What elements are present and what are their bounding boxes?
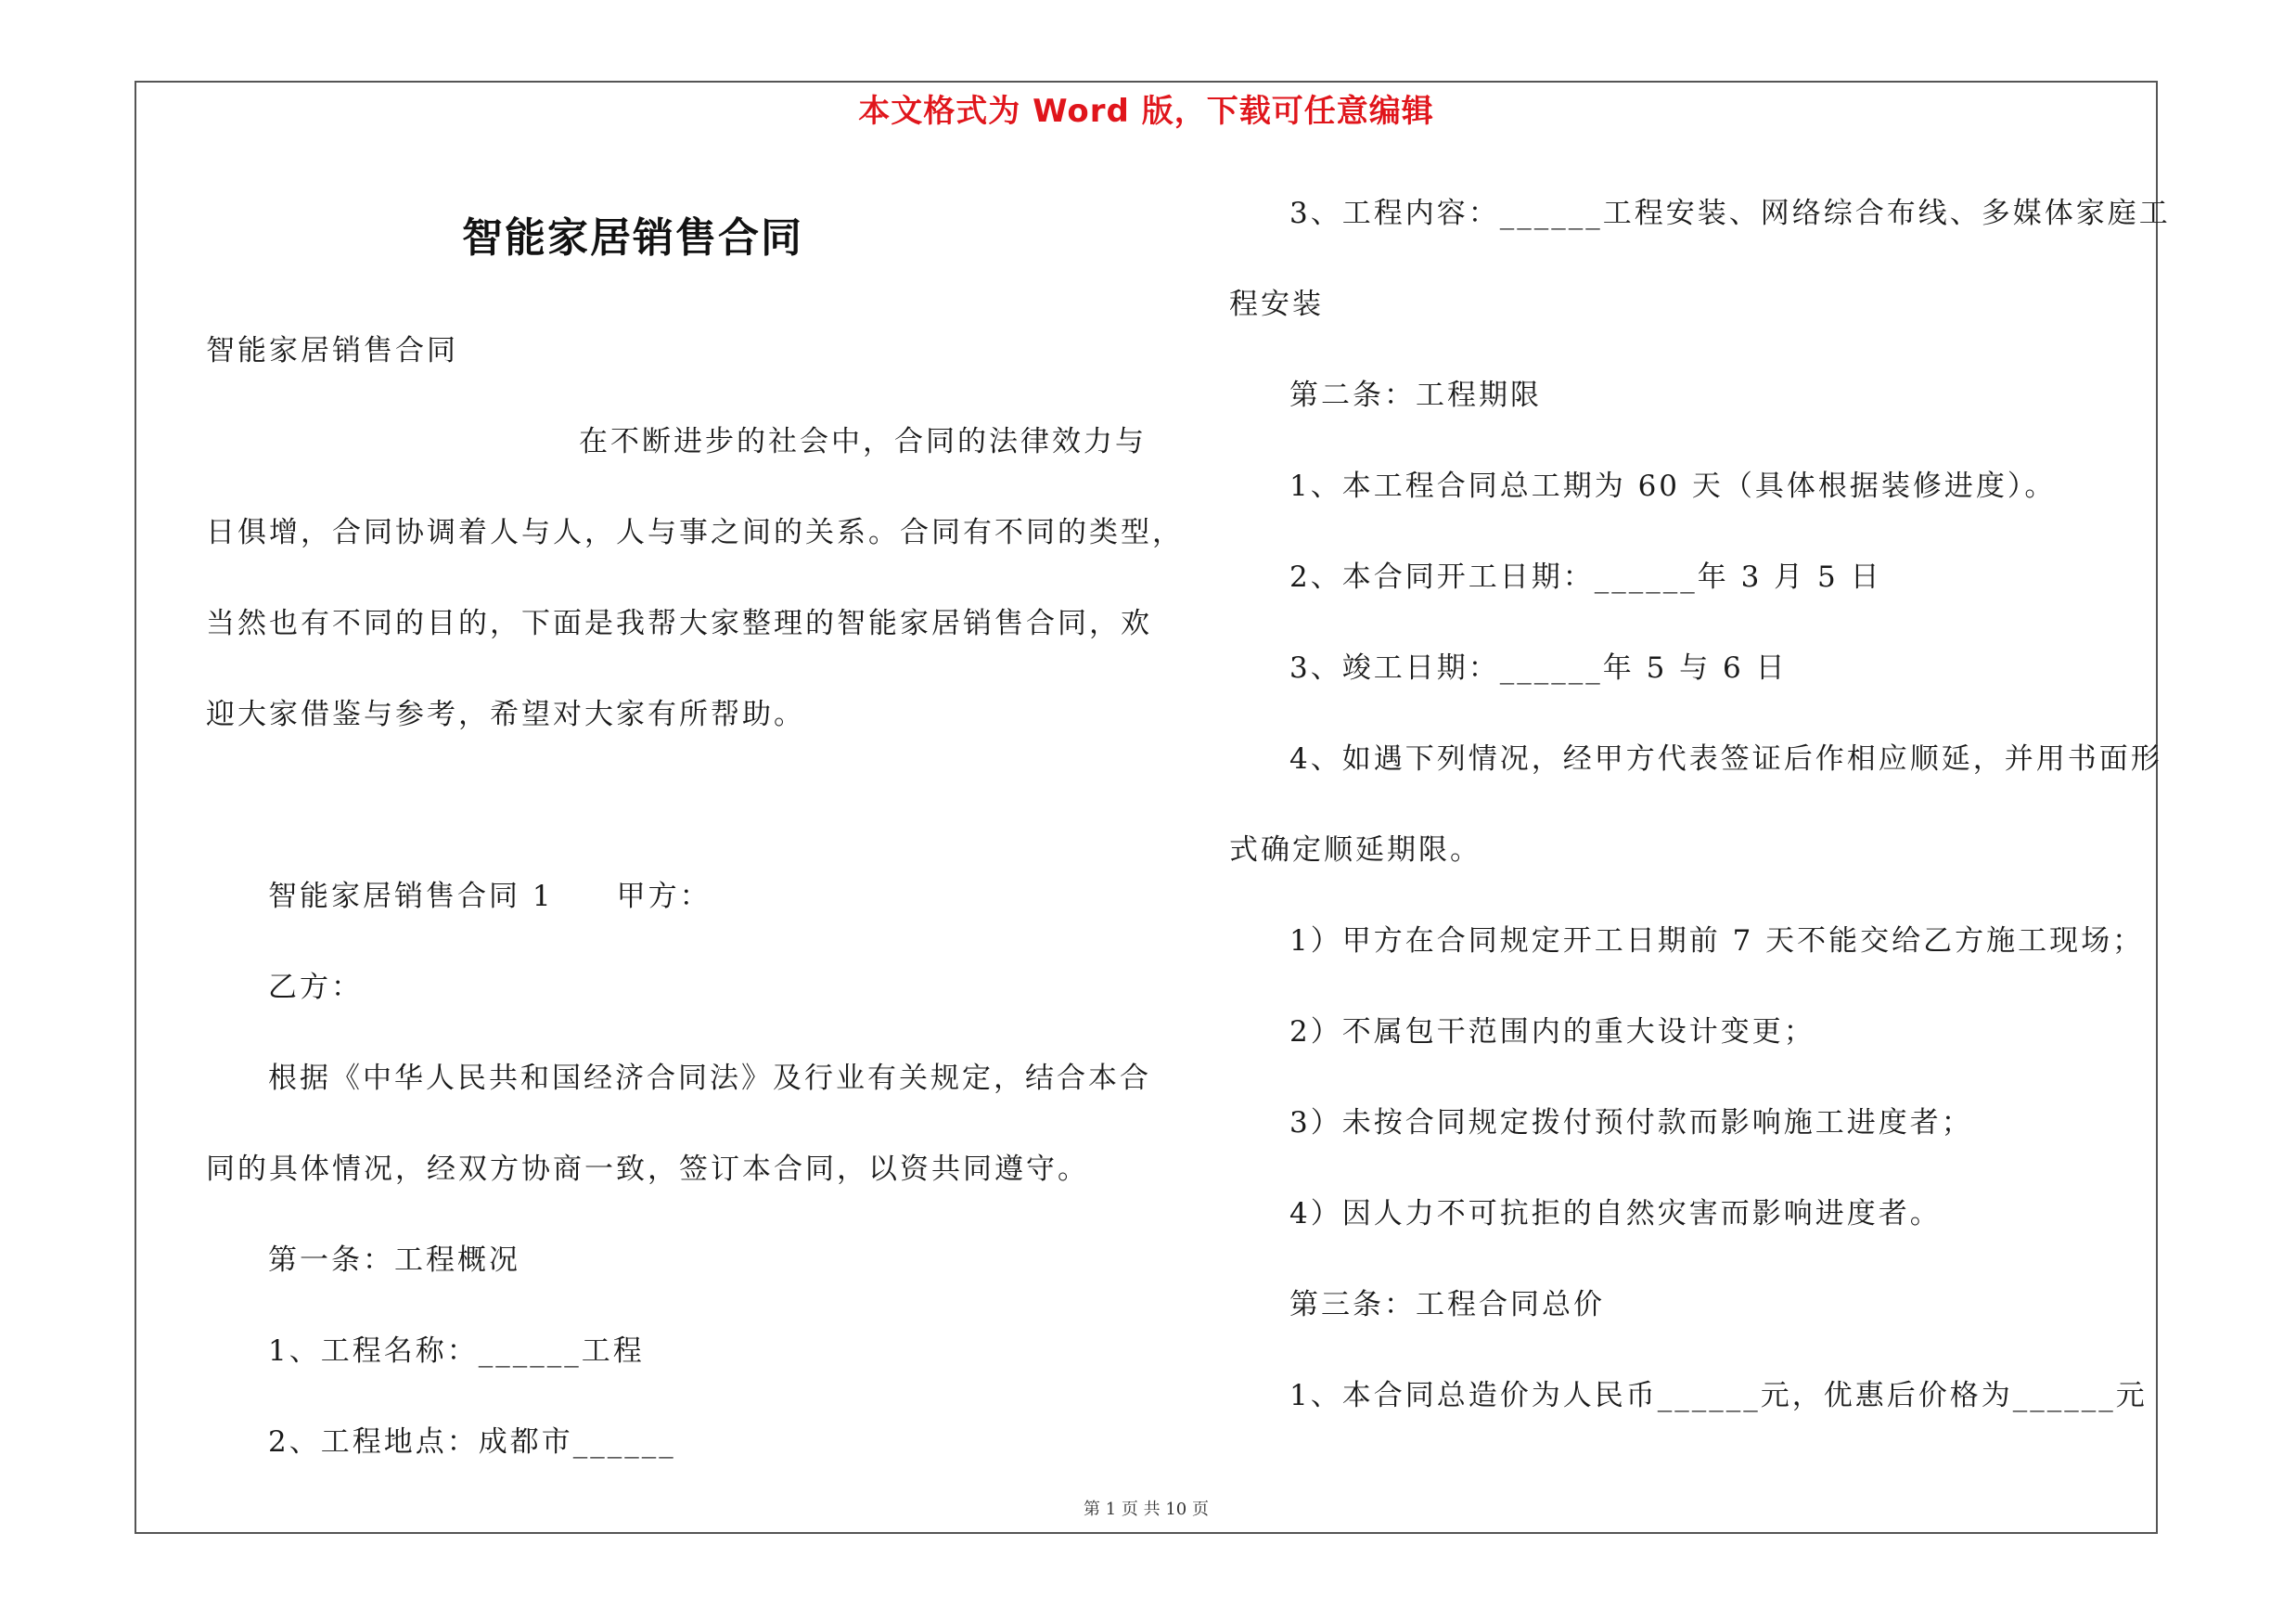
left-line-party-b: 乙方： xyxy=(268,971,363,1004)
left-line-intro-4: 迎大家借鉴与参考，希望对大家有所帮助。 xyxy=(206,698,805,731)
left-line-basis-2: 同的具体情况，经双方协商一致，签订本合同，以资共同遵守。 xyxy=(206,1153,1089,1186)
left-line-intro-3: 当然也有不同的目的，下面是我帮大家整理的智能家居销售合同，欢 xyxy=(206,607,1152,640)
left-line-article-1: 第一条：工程概况 xyxy=(268,1243,520,1277)
right-line-extension-1: 4、如遇下列情况，经甲方代表签证后作相应顺延，并用书面形 xyxy=(1289,742,2162,776)
right-line-case-1: 1）甲方在合同规定开工日期前 7 天不能交给乙方施工现场； xyxy=(1289,924,2145,958)
left-line-subtitle: 智能家居销售合同 xyxy=(206,334,458,367)
right-line-total-price: 1、本合同总造价为人民币______元，优惠后价格为______元 xyxy=(1289,1379,2148,1412)
left-line-basis-1: 根据《中华人民共和国经济合同法》及行业有关规定，结合本合 xyxy=(268,1062,1151,1095)
right-line-article-3: 第三条：工程合同总价 xyxy=(1289,1288,1605,1321)
right-line-content-1: 3、工程内容：______工程安装、网络综合布线、多媒体家庭工 xyxy=(1289,197,2171,230)
page-border xyxy=(135,81,2158,1534)
format-banner: 本文格式为 Word 版，下载可任意编辑 xyxy=(858,93,1434,130)
right-line-duration: 1、本工程合同总工期为 60 天（具体根据装修进度）。 xyxy=(1289,470,2057,503)
left-line-party-a: 智能家居销售合同 1 甲方： xyxy=(268,880,712,913)
left-line-intro-1: 在不断进步的社会中，合同的法律效力与 xyxy=(579,425,1147,458)
left-line-project-name: 1、工程名称：______工程 xyxy=(268,1334,645,1368)
right-line-case-2: 2）不属包干范围内的重大设计变更； xyxy=(1289,1015,1815,1049)
right-line-article-2: 第二条：工程期限 xyxy=(1289,379,1542,412)
document-title: 智能家居销售合同 xyxy=(462,214,803,262)
right-line-completion-date: 3、竣工日期：______年 5 与 6 日 xyxy=(1289,651,1788,685)
right-line-case-4: 4）因人力不可抗拒的自然灾害而影响进度者。 xyxy=(1289,1197,1942,1230)
right-line-content-2: 程安装 xyxy=(1229,288,1324,321)
left-line-intro-2: 日俱增，合同协调着人与人，人与事之间的关系。合同有不同的类型， xyxy=(206,516,1184,549)
right-line-case-3: 3）未按合同规定拨付预付款而影响施工进度者； xyxy=(1289,1106,1973,1140)
left-line-project-location: 2、工程地点：成都市______ xyxy=(268,1425,676,1459)
page-number: 第 1 页 共 10 页 xyxy=(1084,1500,1209,1519)
right-line-extension-2: 式确定顺延期限。 xyxy=(1229,833,1481,867)
right-line-start-date: 2、本合同开工日期：______年 3 月 5 日 xyxy=(1289,560,1882,594)
